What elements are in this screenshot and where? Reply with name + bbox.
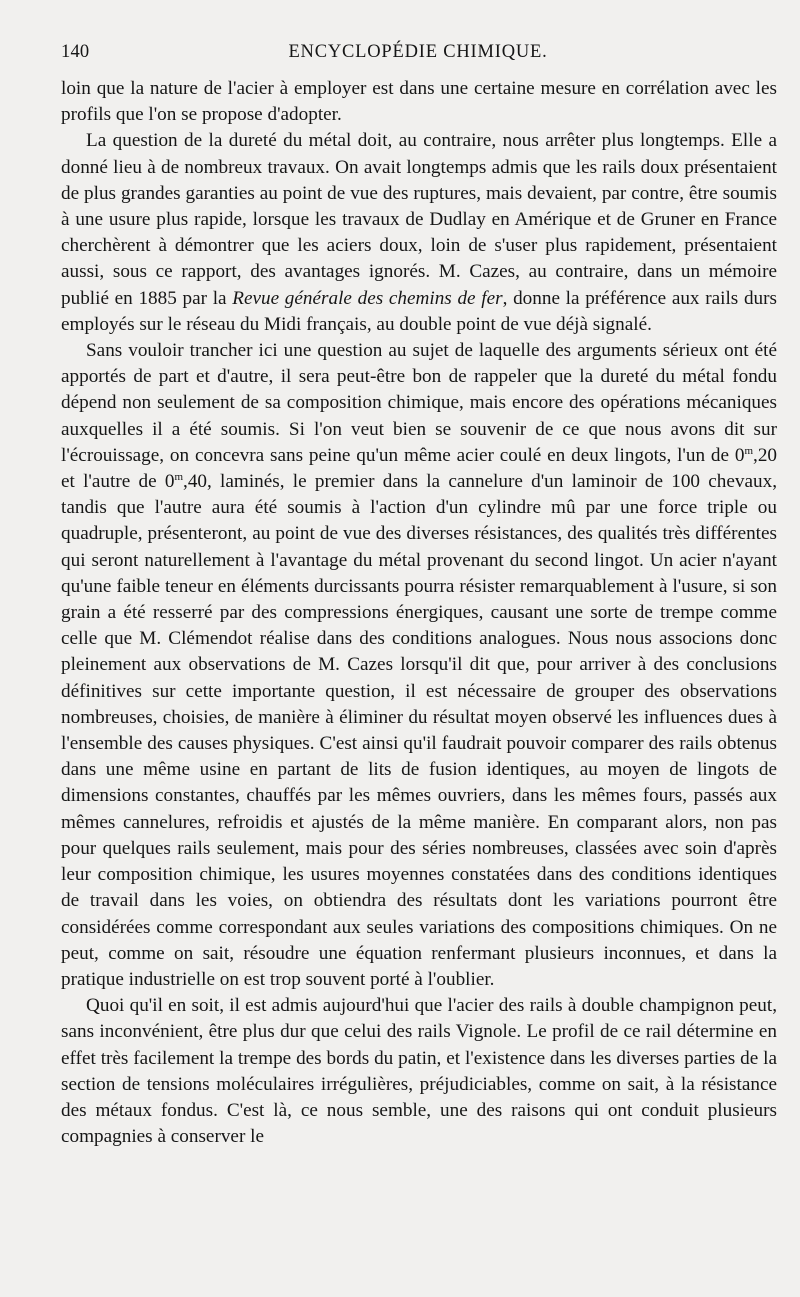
paragraph-4: Quoi qu'il en soit, il est admis aujourd'hui que l'acier des rails à double champignon peut, sans inconvénient, être plus dur que celui des rails Vignole. Le profil de ce rail détermine en effet très facilement la trempe des bords du patin, et l'existence dans les diverses parties de la section de tensions moléculaires irrégulières, préjudiciables, comme on sait, à la résistance des métaux fondus. C'est là, ce nous semble, une des raisons qui ont conduit plusieurs compagnies à conserver le bbox=[61, 995, 777, 1148]
page-number: 140 bbox=[61, 42, 90, 62]
meter-unit-1: m bbox=[744, 444, 754, 457]
journal-title: Revue générale des chemins de fer bbox=[232, 287, 503, 309]
running-title: ENCYCLOPÉDIE CHIMIQUE. bbox=[288, 42, 548, 62]
paragraph-2 bbox=[61, 128, 777, 338]
paragraph-3 bbox=[61, 338, 777, 993]
paragraph-2-text-a: La question de la dureté du métal doit, au contraire, nous arrêter plus longtemps. Elle a donné lieu à de nombreux travaux. On avait longtemps admis que les rails doux présentaient de plus grandes garanties au point de vue des ruptures, mais devaient, par contre, être soumis à une usure plus rapide, lorsque les travaux de Dudlay en Amérique et de Gruner en France cherchèrent à démontrer que les aciers doux, loin de s'user plus rapidement, présentaient aussi, sous ce rapport, des avantages ignorés. M. Cazes, au contraire, dans un mémoire publié en 1885 par la bbox=[61, 130, 777, 309]
paragraph-1: loin que la nature de l'acier à employer est dans une certaine mesure en corrélation avec les profils que l'on se propose d'adopter. bbox=[61, 78, 777, 126]
paragraph-3-text-c: ,40, laminés, le premier dans la cannelure d'un laminoir de 100 chevaux, tandis que l'autre aura été soumis à l'action d'un cylindre mû par une force triple ou quadruple, présenteront, au point de vue des diverses résistances, des qualités très différentes qui seront naturellement à l'avantage du métal provenant du second lingot. Un acier n'ayant qu'une faible teneur en éléments durcissants pourra résister remarquablement à l'usure, si son grain a été resserré par des compressions énergiques, causant une sorte de trempe comme celle que M. Clémendot réalise dans des conditions analogues. Nous nous associons donc pleinement aux observations de M. Cazes lorsqu'il dit que, pour arriver à des conclusions définitives sur cette importante question, il est nécessaire de grouper des observations nombreuses, choisies, de manière à éliminer du résultat moyen observé les influences dues à l'ensemble des causes physiques. C'est ainsi qu'il faudrait pouvoir comparer des rails obtenus dans une même usine en partant de lits de fusion identiques, au moyen de lingots de dimensions constantes, chauffés par les mêmes ouvriers, dans les mêmes fours, passés aux mêmes cannelures, refroidis et ajustés de la même manière. En comparant alors, non pas pour quelques rails seulement, mais pour des séries nombreuses, classées avec soin d'après leur composition chimique, les usures moyennes constatées dans des conditions identiques de travail dans les voies, on obtiendra des résultats dont les variations pourront être considérées comme correspondant aux seules variations des compositions chimiques. On ne peut, comme on sait, résoudre une équation renfermant plusieurs inconnues, et dans la pratique industrielle on est trop souvent porté à l'oublier. bbox=[61, 471, 778, 990]
paragraph-3-text-a: Sans vouloir trancher ici une question au sujet de laquelle des arguments sérieux ont été apportés de part et d'autre, il sera peut-être bon de rappeler que la dureté du métal fondu dépend non seulement de sa composition chimique, mais encore des opérations mécaniques auxquelles il a été soumis. Si l'on veut bien se souvenir de ce que nous avons dit sur l'écrouissage, on concevra sans peine qu'un même acier coulé en deux lingots, l'un de 0 bbox=[61, 340, 777, 466]
meter-unit-2: m bbox=[174, 471, 184, 484]
paragraph-3-text-b: ,20 et l'autre de 0 bbox=[61, 444, 777, 493]
paragraph-2-text-b: , donne la préférence aux rails durs employés sur le réseau du Midi français, au double point de vue déjà signalé. bbox=[61, 287, 777, 335]
page-header bbox=[61, 42, 775, 70]
body-text bbox=[61, 76, 777, 1150]
